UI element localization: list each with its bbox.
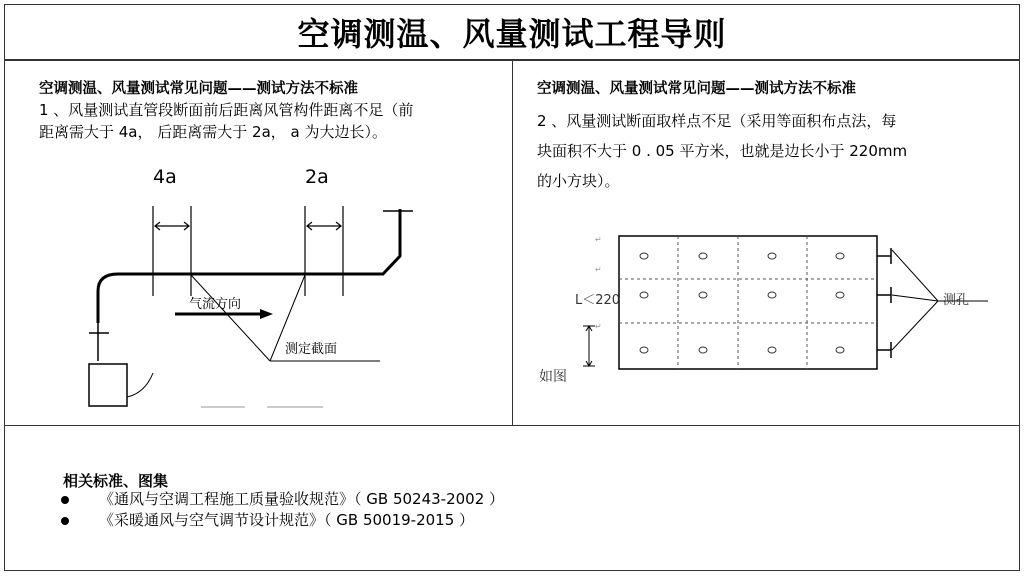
left-panel [4,60,513,426]
page-title: 空调测温、风量测试工程导则 [297,15,727,53]
airflow-label: 气流方向 [189,297,242,312]
duct-cross-section [619,236,877,369]
svg-text:↵: ↵ [595,235,602,244]
label-2a: 2a [305,166,329,188]
duct-diagram [5,61,513,426]
section-label: 测定截面 [285,342,338,357]
list-item [61,489,504,510]
standards-list [61,489,504,531]
title-bar [4,4,1020,60]
standard-item-1: 《通风与空调工程施工质量验收规范》（ GB 50243-2002 ） [99,490,505,508]
test-holes [877,248,891,358]
duct-outline [89,209,413,361]
hole-label: 测孔 [943,293,970,308]
dimension-marker [583,326,595,366]
right-panel [512,60,1020,426]
grid-lines [619,236,877,369]
list-item [61,510,504,531]
right-text-line-3: 的小方块）。 [537,172,620,190]
left-text-line-1: 1 、风量测试直管段断面前后距离风管构件距离不足（前 [39,101,414,119]
airflow-arrowhead [260,309,273,319]
standards-panel [4,425,1020,571]
fan-box [89,364,127,406]
right-heading: 空调测温、风量测试常见问题——测试方法不标准 [537,81,856,97]
paragraph-marks [595,235,602,331]
dimension-lines [153,206,343,296]
right-text-line-2: 块面积不大于 0 . 05 平方米，也就是边长小于 220mm [537,142,908,160]
svg-text:↵: ↵ [595,265,602,274]
sampling-grid-diagram [513,61,1020,426]
left-heading: 空调测温、风量测试常见问题——测试方法不标准 [39,81,358,97]
left-text-line-2: 距离需大于 4a， 后距离需大于 2a， a 为大边长）。 [39,123,388,141]
svg-text:↵: ↵ [595,322,602,331]
right-text-line-1: 2 、风量测试断面取样点不足（采用等面积布点法，每 [537,112,897,130]
fan-connector [127,373,153,397]
standards-heading: 相关标准、图集 [63,472,169,490]
standard-item-2: 《采暖通风与空气调节设计规范》（ GB 50019-2015 ） [99,511,475,529]
label-4a: 4a [153,166,177,188]
sample-points [640,253,844,353]
bullet-icon [61,496,69,504]
hole-pointer-lines [892,250,988,350]
as-shown-label: 如图 [539,369,567,385]
l-label: L＜220 [575,293,621,308]
bullet-icon [61,517,69,525]
